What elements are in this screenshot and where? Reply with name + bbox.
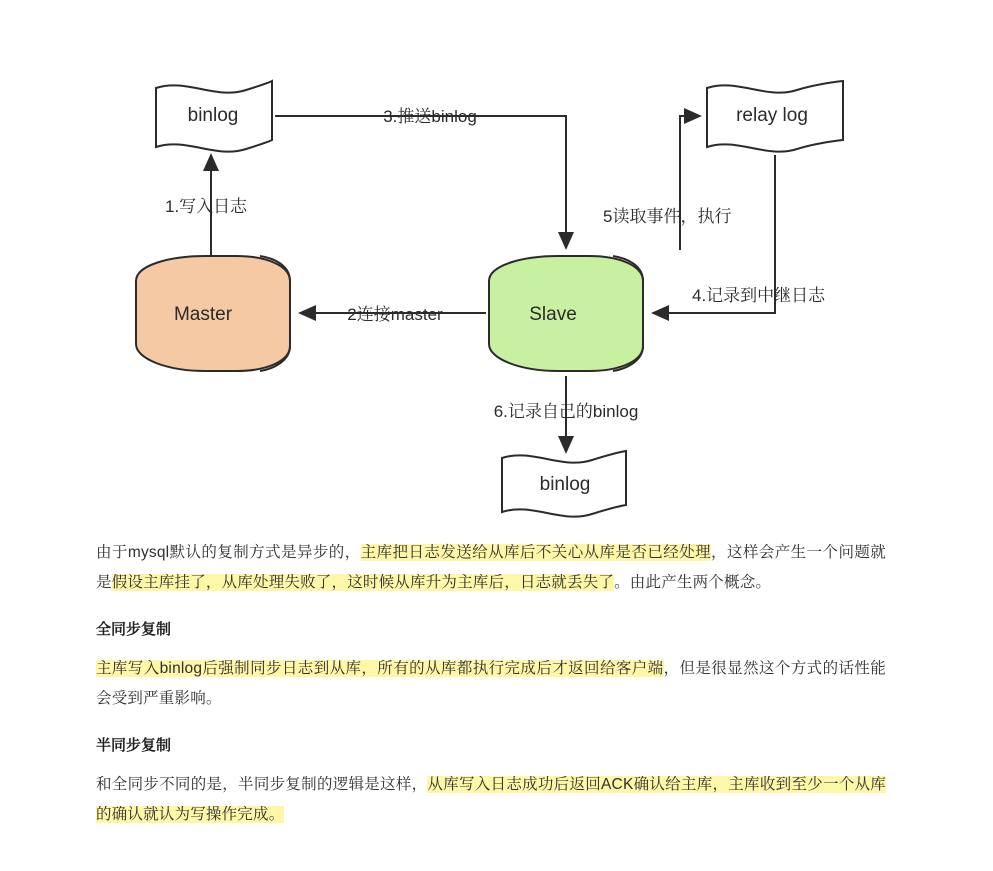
- para1-highlight2: 假设主库挂了，从库处理失败了，这时候从库升为主库后，日志就丢失了: [111, 574, 615, 591]
- edge-label-2: 2连接master: [347, 305, 443, 324]
- edge-label-3: 3.推送binlog: [383, 107, 477, 126]
- edge-record-own-binlog: [494, 376, 639, 452]
- article-body: [96, 538, 886, 830]
- para2-highlight1: 主库写入binlog后强制同步日志到从库，所有的从库都执行完成后才返回给客户端: [96, 660, 664, 677]
- node-relay-log: [707, 81, 843, 152]
- edge-push-binlog: [275, 107, 566, 248]
- node-label-slave: Slave: [529, 304, 577, 325]
- heading-semi-sync: 半同步复制: [96, 737, 172, 754]
- edge-label-5: 5读取事件，执行: [603, 207, 732, 226]
- node-master: [136, 256, 290, 371]
- edge-label-4: 4.记录到中继日志: [692, 286, 826, 305]
- edge-label-6: 6.记录自己的binlog: [493, 402, 639, 421]
- node-slave: [489, 256, 643, 371]
- node-label-slave-binlog: binlog: [539, 474, 591, 495]
- heading-full-sync: 全同步复制: [96, 621, 172, 638]
- paragraph-full-sync: [96, 654, 886, 714]
- edge-connect-master: [300, 305, 486, 324]
- para2-seg2: ，但是很显然这个方式的话性能会受到严重影响。: [96, 660, 886, 707]
- node-label-relay-log: relay log: [736, 105, 808, 126]
- node-slave-binlog: [502, 451, 626, 517]
- node-label-master: Master: [173, 304, 233, 325]
- para3-highlight1: 从库写入日志成功后返回ACK确认给主库，主库收到至少一个从库的确认就认为写操作完成。: [96, 776, 887, 823]
- node-master-binlog: [156, 81, 272, 152]
- para1-highlight1: 主库把日志发送给从库后不关心从库是否已经处理: [360, 544, 712, 561]
- para1-seg3: ，这样会产生一个问题就是: [96, 544, 887, 591]
- para3-seg1: 和全同步不同的是，半同步复制的逻辑是这样，: [96, 776, 428, 793]
- node-label-master-binlog: binlog: [187, 105, 239, 126]
- edge-label-1: 1.写入日志: [165, 197, 248, 216]
- paragraph-semi-sync: [96, 770, 886, 830]
- edge-write-log: [165, 155, 248, 256]
- para1-seg5: 。由此产生两个概念。: [614, 574, 772, 591]
- paragraph-async-replication: [96, 538, 886, 598]
- edge-record-relay: [653, 155, 826, 313]
- para1-seg1: 由于mysql默认的复制方式是异步的，: [96, 544, 361, 561]
